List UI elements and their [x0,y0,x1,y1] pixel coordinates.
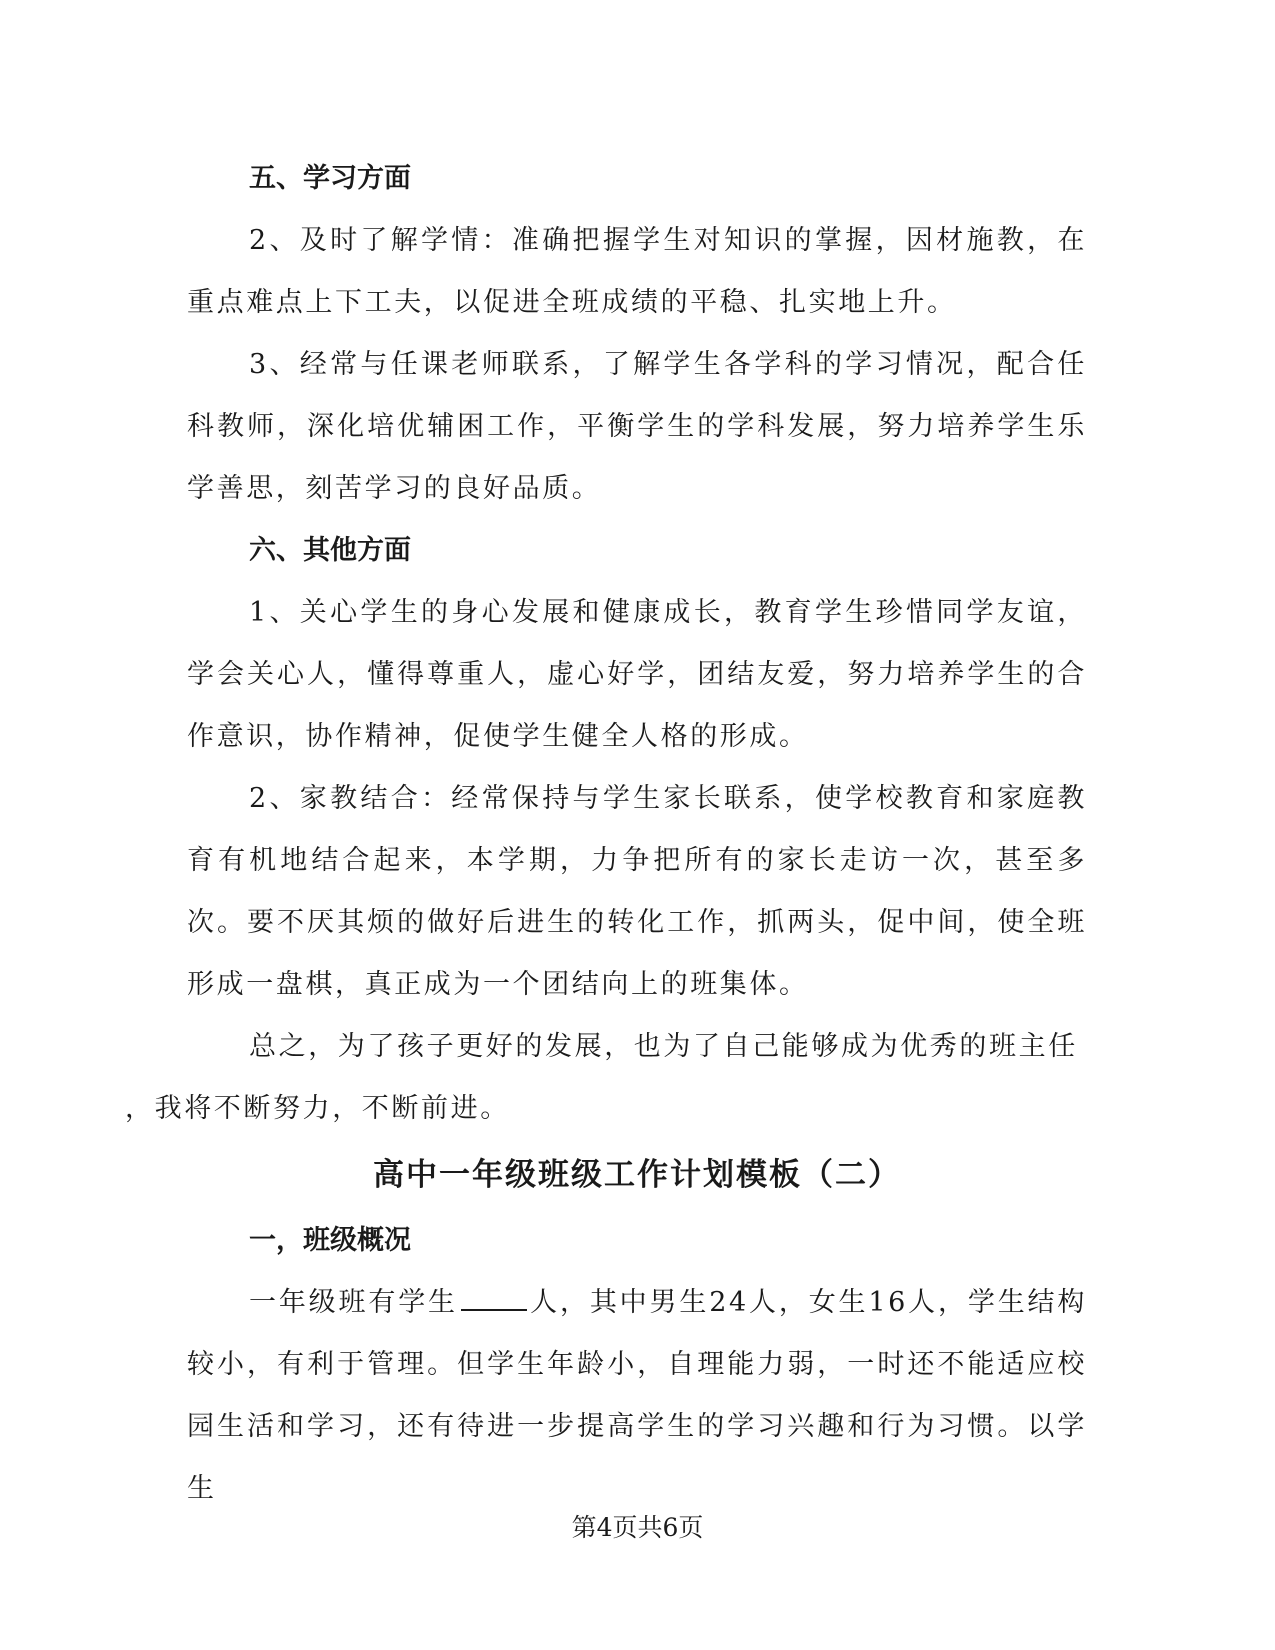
document-title: 高中一年级班级工作计划模板（二） [373,1157,901,1193]
overview-text-before-blank: 一年级班有学生 [249,1287,458,1318]
student-count-blank [461,1287,527,1311]
document-body [125,148,1087,1520]
paragraph-other-1: 1、关心学生的身心发展和健康成长，教育学生珍惜同学友谊，学会关心人，懂得尊重人，虚心好学，团结友爱，努力培养学生的合作意识，协作精神，促使学生健全人格的形成。 [187,597,1087,752]
overview-text-after-blank: 人，其中男生24人，女生16人，学生结构较小，有利于管理。但学生年龄小，自理能力弱，一时还不能适应校园生活和学习，还有待进一步提高学生的学习兴趣和行为习惯。以学生 [187,1287,1087,1504]
paragraph-class-overview [187,1272,1087,1520]
section-heading-study: 五、学习方面 [249,163,411,194]
paragraph-study-2: 2、及时了解学情：准确把握学生对知识的掌握，因材施教，在重点难点上下工夫，以促进全班成绩的平稳、扎实地上升。 [187,225,1087,318]
paragraph-other-2: 2、家教结合：经常保持与学生家长联系，使学校教育和家庭教育有机地结合起来，本学期，力争把所有的家长走访一次，甚至多次。要不厌其烦的做好后进生的转化工作，抓两头，促中间，使全班形成一盘棋，真正成为一个团结向上的班集体。 [187,783,1087,1000]
summary-line-2: ，我将不断努力，不断前进。 [125,1093,510,1124]
section-heading-other: 六、其他方面 [249,535,411,566]
section-heading-class-overview: 一，班级概况 [249,1225,411,1256]
summary-line-1: 总之，为了孩子更好的发展，也为了自己能够成为优秀的班主任 [249,1031,1078,1062]
paragraph-study-3: 3、经常与任课老师联系，了解学生各学科的学习情况，配合任科教师，深化培优辅困工作，平衡学生的学科发展，努力培养学生乐学善思，刻苦学习的良好品质。 [187,349,1087,504]
paragraph-summary [125,1016,1087,1140]
page-number-footer: 第4页共6页 [571,1513,704,1542]
